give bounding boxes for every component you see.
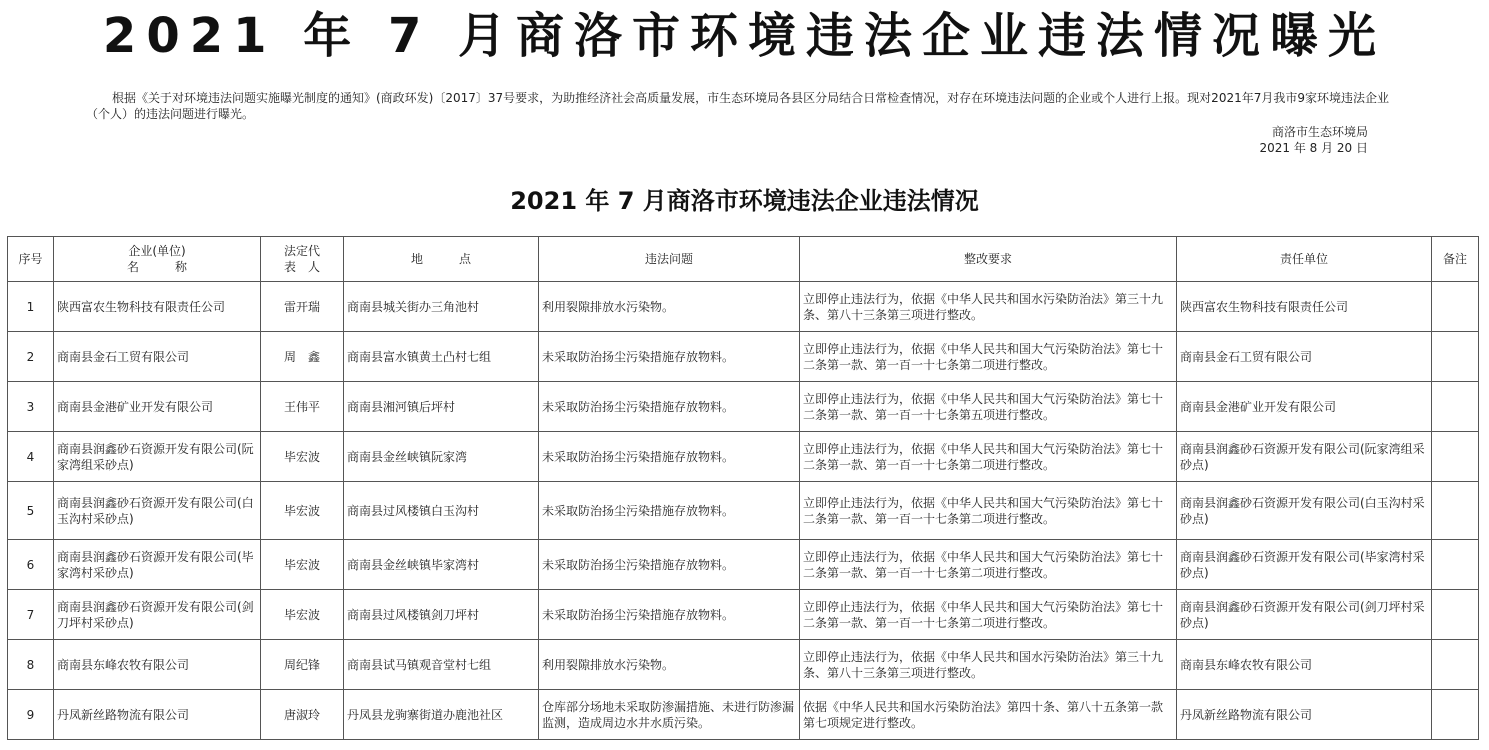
table-title: 2021 年 7 月商洛市环境违法企业违法情况 bbox=[510, 187, 979, 215]
cell-company: 商南县金港矿业开发有限公司 bbox=[54, 382, 261, 432]
table-row bbox=[8, 482, 1479, 540]
cell-note bbox=[1432, 282, 1479, 332]
cell-no: 5 bbox=[8, 482, 54, 540]
cell-note bbox=[1432, 482, 1479, 540]
issuer-block bbox=[1259, 124, 1368, 156]
cell-responsible: 商南县润鑫砂石资源开发有限公司(毕家湾村采砂点) bbox=[1177, 540, 1432, 590]
header-requirement: 整改要求 bbox=[800, 237, 1177, 282]
cell-problem: 未采取防治扬尘污染措施存放物料。 bbox=[539, 432, 800, 482]
table-row bbox=[8, 690, 1479, 740]
cell-company: 商南县润鑫砂石资源开发有限公司(毕家湾村采砂点) bbox=[54, 540, 261, 590]
intro-text: 根据《关于对环境违法问题实施曝光制度的通知》(商政环发)〔2017〕37号要求，为助推经济社会高质量发展，市生态环境局各县区分局结合日常检查情况，对存在环境违法问题的企业或个人进行上报。现对2021年7月我市9家环境违法企业（个人）的违法问题进行曝光。 bbox=[86, 91, 1389, 121]
cell-requirement: 立即停止违法行为，依据《中华人民共和国大气污染防治法》第七十二条第一款、第一百一十七条第五项进行整改。 bbox=[800, 382, 1177, 432]
cell-requirement: 立即停止违法行为，依据《中华人民共和国大气污染防治法》第七十二条第一款、第一百一十七条第二项进行整改。 bbox=[800, 482, 1177, 540]
cell-location: 商南县金丝峡镇阮家湾 bbox=[344, 432, 539, 482]
table-row bbox=[8, 382, 1479, 432]
cell-requirement: 立即停止违法行为，依据《中华人民共和国大气污染防治法》第七十二条第一款、第一百一十七条第二项进行整改。 bbox=[800, 332, 1177, 382]
table-row bbox=[8, 590, 1479, 640]
header-rep-line2: 表 人 bbox=[283, 260, 320, 274]
cell-requirement: 立即停止违法行为，依据《中华人民共和国水污染防治法》第三十九条、第八十三条第三项进行整改。 bbox=[800, 640, 1177, 690]
cell-problem: 未采取防治扬尘污染措施存放物料。 bbox=[539, 590, 800, 640]
issuer-name: 商洛市生态环境局 bbox=[1271, 125, 1368, 139]
table-row bbox=[8, 282, 1479, 332]
cell-company: 商南县润鑫砂石资源开发有限公司(剑刀坪村采砂点) bbox=[54, 590, 261, 640]
cell-company: 商南县金石工贸有限公司 bbox=[54, 332, 261, 382]
cell-location: 商南县金丝峡镇毕家湾村 bbox=[344, 540, 539, 590]
table-row bbox=[8, 432, 1479, 482]
header-note: 备注 bbox=[1432, 237, 1479, 282]
cell-location: 商南县城关街办三角池村 bbox=[344, 282, 539, 332]
cell-responsible: 商南县润鑫砂石资源开发有限公司(剑刀坪村采砂点) bbox=[1177, 590, 1432, 640]
cell-responsible: 商南县东峰农牧有限公司 bbox=[1177, 640, 1432, 690]
cell-representative: 王伟平 bbox=[261, 382, 344, 432]
cell-requirement: 依据《中华人民共和国水污染防治法》第四十条、第八十五条第一款第七项规定进行整改。 bbox=[800, 690, 1177, 740]
cell-problem: 利用裂隙排放水污染物。 bbox=[539, 282, 800, 332]
cell-requirement: 立即停止违法行为，依据《中华人民共和国大气污染防治法》第七十二条第一款、第一百一十七条第二项进行整改。 bbox=[800, 432, 1177, 482]
header-representative bbox=[261, 237, 344, 282]
cell-note bbox=[1432, 332, 1479, 382]
cell-no: 6 bbox=[8, 540, 54, 590]
cell-note bbox=[1432, 640, 1479, 690]
cell-location: 商南县过风楼镇白玉沟村 bbox=[344, 482, 539, 540]
header-rep-line1: 法定代 bbox=[283, 244, 320, 258]
cell-no: 8 bbox=[8, 640, 54, 690]
cell-note bbox=[1432, 540, 1479, 590]
cell-no: 1 bbox=[8, 282, 54, 332]
cell-responsible: 商南县润鑫砂石资源开发有限公司(阮家湾组采砂点) bbox=[1177, 432, 1432, 482]
cell-note bbox=[1432, 382, 1479, 432]
page-title: 2021 年 7 月商洛市环境违法企业违法情况曝光 bbox=[102, 8, 1387, 64]
cell-representative: 毕宏波 bbox=[261, 482, 344, 540]
cell-location: 商南县过风楼镇剑刀坪村 bbox=[344, 590, 539, 640]
cell-no: 7 bbox=[8, 590, 54, 640]
header-problem: 违法问题 bbox=[539, 237, 800, 282]
cell-problem: 未采取防治扬尘污染措施存放物料。 bbox=[539, 540, 800, 590]
cell-company: 商南县东峰农牧有限公司 bbox=[54, 640, 261, 690]
header-company bbox=[54, 237, 261, 282]
header-responsible: 责任单位 bbox=[1177, 237, 1432, 282]
cell-location: 商南县富水镇黄土凸村七组 bbox=[344, 332, 539, 382]
header-location: 地 点 bbox=[344, 237, 539, 282]
cell-no: 9 bbox=[8, 690, 54, 740]
cell-location: 商南县湘河镇后坪村 bbox=[344, 382, 539, 432]
issuer-date: 2021 年 8 月 20 日 bbox=[1259, 141, 1368, 155]
cell-problem: 未采取防治扬尘污染措施存放物料。 bbox=[539, 482, 800, 540]
cell-note bbox=[1432, 432, 1479, 482]
cell-responsible: 商南县金石工贸有限公司 bbox=[1177, 332, 1432, 382]
header-company-line1: 企业(单位) bbox=[128, 244, 186, 258]
cell-responsible: 商南县润鑫砂石资源开发有限公司(白玉沟村采砂点) bbox=[1177, 482, 1432, 540]
cell-company: 陕西富农生物科技有限责任公司 bbox=[54, 282, 261, 332]
cell-representative: 毕宏波 bbox=[261, 590, 344, 640]
cell-problem: 未采取防治扬尘污染措施存放物料。 bbox=[539, 332, 800, 382]
table-row bbox=[8, 332, 1479, 382]
header-no: 序号 bbox=[8, 237, 54, 282]
cell-company: 丹凤新丝路物流有限公司 bbox=[54, 690, 261, 740]
cell-problem: 未采取防治扬尘污染措施存放物料。 bbox=[539, 382, 800, 432]
cell-requirement: 立即停止违法行为，依据《中华人民共和国大气污染防治法》第七十二条第一款、第一百一十七条第二项进行整改。 bbox=[800, 540, 1177, 590]
cell-requirement: 立即停止违法行为，依据《中华人民共和国水污染防治法》第三十九条、第八十三条第三项进行整改。 bbox=[800, 282, 1177, 332]
cell-representative: 周纪锋 bbox=[261, 640, 344, 690]
cell-requirement: 立即停止违法行为，依据《中华人民共和国大气污染防治法》第七十二条第一款、第一百一十七条第二项进行整改。 bbox=[800, 590, 1177, 640]
table-row bbox=[8, 540, 1479, 590]
cell-representative: 周 鑫 bbox=[261, 332, 344, 382]
table-row bbox=[8, 640, 1479, 690]
violations-table bbox=[7, 236, 1479, 740]
cell-representative: 唐淑玲 bbox=[261, 690, 344, 740]
cell-responsible: 商南县金港矿业开发有限公司 bbox=[1177, 382, 1432, 432]
cell-problem: 仓库部分场地未采取防渗漏措施、未进行防渗漏监测，造成周边水井水质污染。 bbox=[539, 690, 800, 740]
cell-note bbox=[1432, 590, 1479, 640]
cell-no: 4 bbox=[8, 432, 54, 482]
header-company-line2: 名 称 bbox=[126, 260, 187, 274]
cell-location: 商南县试马镇观音堂村七组 bbox=[344, 640, 539, 690]
cell-representative: 毕宏波 bbox=[261, 432, 344, 482]
intro-paragraph bbox=[86, 90, 1406, 122]
cell-representative: 雷开瑞 bbox=[261, 282, 344, 332]
cell-location: 丹凤县龙驹寨街道办鹿池社区 bbox=[344, 690, 539, 740]
cell-company: 商南县润鑫砂石资源开发有限公司(阮家湾组采砂点) bbox=[54, 432, 261, 482]
cell-representative: 毕宏波 bbox=[261, 540, 344, 590]
cell-note bbox=[1432, 690, 1479, 740]
cell-company: 商南县润鑫砂石资源开发有限公司(白玉沟村采砂点) bbox=[54, 482, 261, 540]
cell-responsible: 丹凤新丝路物流有限公司 bbox=[1177, 690, 1432, 740]
cell-problem: 利用裂隙排放水污染物。 bbox=[539, 640, 800, 690]
table-header-row bbox=[8, 237, 1479, 282]
cell-responsible: 陕西富农生物科技有限责任公司 bbox=[1177, 282, 1432, 332]
cell-no: 3 bbox=[8, 382, 54, 432]
cell-no: 2 bbox=[8, 332, 54, 382]
